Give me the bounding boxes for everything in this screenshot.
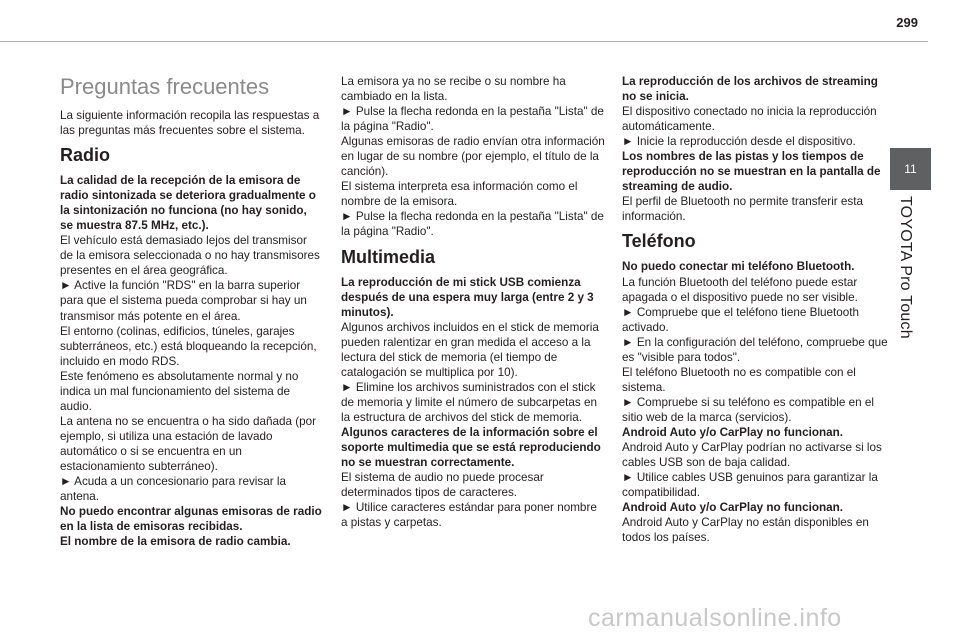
faq-answer: Algunas emisoras de radio envían otra información en lugar de su nombre (por ejemplo, el título de la canción). <box>341 135 605 179</box>
faq-question: Algunos caracteres de la información sobre el soporte multimedia que se está reproduciendo no se muestran correctamente. <box>341 425 601 470</box>
faq-question: Los nombres de las pistas y los tiempos de reproducción no se muestran en la pantalla de streaming de audio. <box>622 150 881 194</box>
faq-action: ► Compruebe que el teléfono tiene Bluetooth activado. <box>622 305 860 334</box>
faq-question: La reproducción de mi stick USB comienza después de una espera muy larga (entre 2 y 3 minutos). <box>341 275 594 319</box>
faq-answer: Este fenómeno es absolutamente normal y no indica un mal funcionamiento del sistema de audio. <box>60 369 299 413</box>
faq-question: No puedo encontrar algunas emisoras de radio en la lista de emisoras recibidas. <box>60 505 322 534</box>
faq-question: No puedo conectar mi teléfono Bluetooth. <box>622 260 855 274</box>
faq-answer: El dispositivo conectado no inicia la reproducción automáticamente. <box>622 105 877 134</box>
faq-action: ► Inicie la reproducción desde el dispositivo. <box>622 135 856 149</box>
faq-answer: La función Bluetooth del teléfono puede estar apagada o el dispositivo puede no ser visible. <box>622 275 858 304</box>
faq-action: ► Pulse la flecha redonda en la pestaña "Lista" de la página "Radio". <box>341 210 604 239</box>
faq-action: ► Utilice caracteres estándar para poner nombre a pistas y carpetas. <box>341 501 597 530</box>
faq-answer: La antena no se encuentra o ha sido dañada (por ejemplo, si utiliza una estación de lavado automático o si se encuentra en un estacionamiento subterráneo). <box>60 414 317 473</box>
faq-answer: Android Auto y CarPlay no están disponibles en todos los países. <box>622 516 869 545</box>
faq-action: ► Utilice cables USB genuinos para garantizar la compatibilidad. <box>622 471 878 500</box>
watermark: carmanualsonline.info <box>588 604 842 632</box>
faq-action: ► Compruebe si su teléfono es compatible en el sitio web de la marca (servicios). <box>622 395 874 424</box>
faq-answer: El perfil de Bluetooth no permite transferir esta información. <box>622 195 864 224</box>
faq-action: ► Active la función "RDS" en la barra superior para que el sistema pueda comprobar si hay un transmisor más potente en el área. <box>60 279 307 323</box>
faq-answer: El sistema interpreta esa información como el nombre de la emisora. <box>341 180 578 209</box>
faq-action: ► Acuda a un concesionario para revisar la antena. <box>60 475 286 504</box>
column-left <box>60 74 322 549</box>
section-heading-radio: Radio <box>60 145 111 166</box>
chapter-label: TOYOTA Pro Touch <box>897 196 914 339</box>
faq-answer: El teléfono Bluetooth no es compatible con el sistema. <box>622 365 856 394</box>
column-right <box>622 74 888 545</box>
faq-action: ► Pulse la flecha redonda en la pestaña "Lista" de la página "Radio". <box>341 105 604 134</box>
faq-action: ► Elimine los archivos suministrados con el stick de memoria y limite el número de subcarpetas en la estructura de archivos del stick de memoria. <box>341 380 597 424</box>
section-heading-multimedia: Multimedia <box>341 246 436 267</box>
faq-answer: El vehículo está demasiado lejos del transmisor de la emisora seleccionada o no hay transmisores presentes en el área geográfica. <box>60 234 320 278</box>
column-middle <box>341 74 606 530</box>
page-number: 299 <box>896 15 918 30</box>
faq-question: El nombre de la emisora de radio cambia. <box>60 535 291 549</box>
faq-action: ► En la configuración del teléfono, compruebe que es "visible para todos". <box>622 335 888 364</box>
faq-question: Android Auto y/o CarPlay no funcionan. <box>622 425 843 439</box>
faq-question: Android Auto y/o CarPlay no funcionan. <box>622 501 843 515</box>
faq-answer: La emisora ya no se recibe o su nombre ha cambiado en la lista. <box>341 75 566 104</box>
chapter-label-container <box>890 196 931 366</box>
faq-question: La reproducción de los archivos de streaming no se inicia. <box>622 75 878 104</box>
header-divider <box>0 41 928 42</box>
section-heading-phone: Teléfono <box>622 231 696 252</box>
faq-answer: El entorno (colinas, edificios, túneles, garajes subterráneos, etc.) está bloqueando la recepción, incluido en modo RDS. <box>60 324 317 368</box>
faq-question: La calidad de la recepción de la emisora de radio sintonizada se deteriora gradualmente o la sintonización no funciona (no hay sonido, se muestra 87.5 MHz, etc.). <box>60 174 316 233</box>
intro-text: La siguiente información recopila las respuestas a las preguntas más frecuentes sobre el sistema. <box>60 109 320 138</box>
faq-answer: El sistema de audio no puede procesar determinados tipos de caracteres. <box>341 471 544 500</box>
faq-answer: Algunos archivos incluidos en el stick de memoria pueden ralentizar en gran medida el acceso a la lectura del stick de memoria (el tiempo de catalogación se multiplica por 10). <box>341 320 599 379</box>
page-title: Preguntas frecuentes <box>60 74 270 99</box>
faq-answer: Android Auto y CarPlay podrían no activarse si los cables USB son de baja calidad. <box>622 441 882 470</box>
chapter-tab: 11 <box>890 148 931 190</box>
